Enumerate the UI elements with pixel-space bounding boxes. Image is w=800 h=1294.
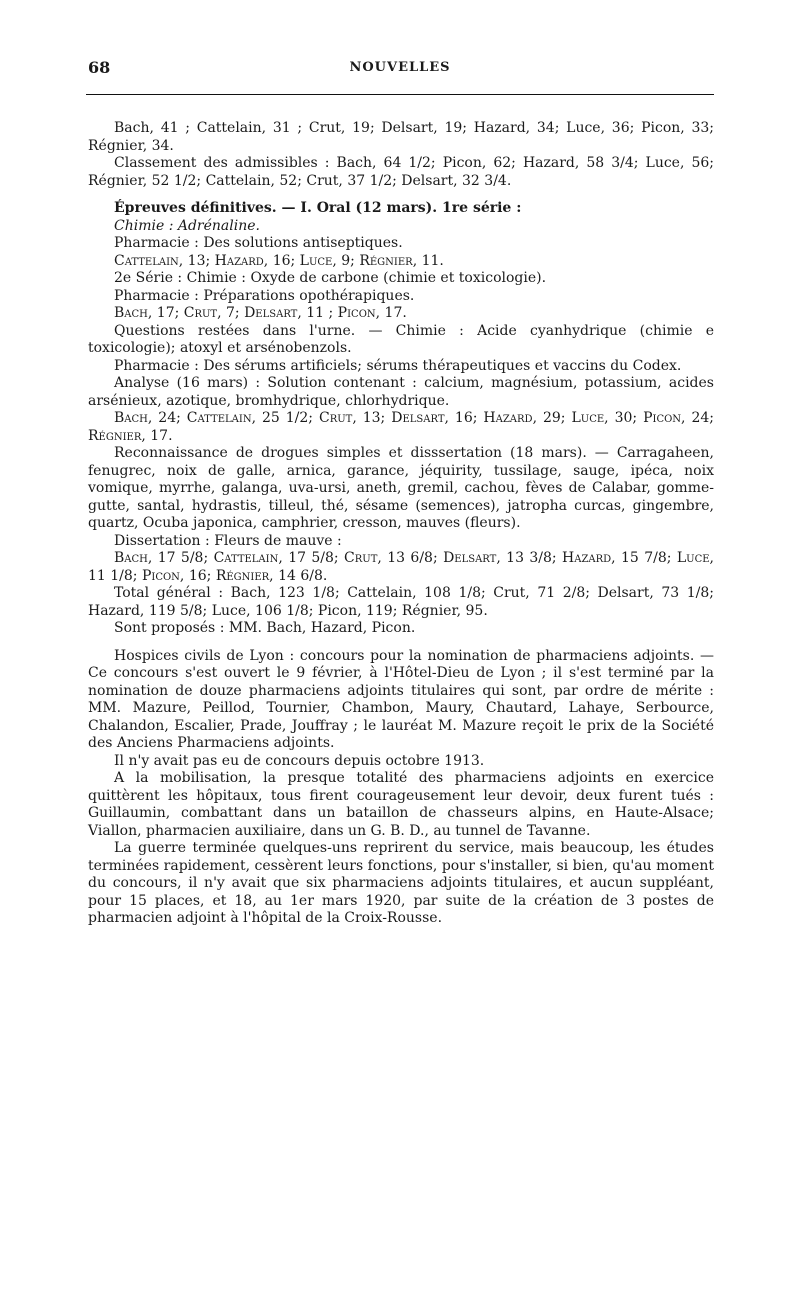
- paragraph-13: Bach, 24; Cattelain, 25 1/2; Crut, 13; Delsart, 16; Hazard, 29; Luce, 30; Picon, 24; Régnier, 17.: [88, 410, 714, 444]
- paragraph-14: Reconnaissance de drogues simples et disssertation (18 mars). — Carragaheen, fenugrec, noix de galle, arnica, garance, jéquirity, tussilage, sauge, ipéca, noix vomique, myrrhe, galanga, uva-ursi, aneth, gremil, cachou, fèves de Calabar, gomme-gutte, santal, hydrastis, tilleul, thé, sésame (semences), jatropha curcas, gingembre, quartz, Ocuba japonica, camphrier, cresson, mauves (fleurs).: [88, 445, 714, 531]
- paragraph-18: Sont proposés : MM. Bach, Hazard, Picon.: [114, 620, 416, 636]
- paragraph-15: Dissertation : Fleurs de mauve :: [114, 532, 342, 549]
- running-title: NOUVELLES: [349, 60, 451, 75]
- paragraph-12: Analyse (16 mars) : Solution contenant : calcium, magnésium, potassium, acides arsénieux, azotique, bromhydrique, chlorhydrique.: [88, 375, 714, 409]
- paragraph-2: Classement des admissibles : Bach, 64 1/2; Picon, 62; Hazard, 58 3/4; Luce, 56; Régnier, 52 1/2; Cattelain, 52; Crut, 37 1/2; Delsart, 32 3/4.: [88, 155, 714, 189]
- page-header: [88, 58, 712, 78]
- paragraph-19: Hospices civils de Lyon : concours pour la nomination de pharmaciens adjoints. — Ce concours s'est ouvert le 9 février, à l'Hôtel-Dieu de Lyon ; il s'est terminé par la nomination de douze pharmaciens adjoints titulaires qui sont, par ordre de mérite : MM. Mazure, Peillod, Tournier, Chambon, Maury, Chautard, Lahaye, Serbource, Chalandon, Escalier, Prade, Jouffray ; le lauréat M. Mazure reçoit le prix de la Société des Anciens Pharmaciens adjoints.: [88, 647, 714, 751]
- paragraph-6: Cattelain, 13; Hazard, 16; Luce, 9; Régnier, 11.: [114, 252, 444, 269]
- spacer: [88, 190, 714, 200]
- paragraph-9: Bach, 17; Crut, 7; Delsart, 11 ; Picon, 17.: [114, 305, 407, 321]
- paragraph-21: A la mobilisation, la presque totalité des pharmaciens adjoints en exercice quittèrent les hôpitaux, tous firent courageusement leur devoir, deux furent tués : Guillaumin, combattant dans un bataillon de chasseurs alpins, en Haute-Alsace; Viallon, pharmacien auxiliaire, dans un G. B. D., au tunnel de Tavanne.: [88, 770, 714, 839]
- paragraph-8: Pharmacie : Préparations opothérapiques.: [114, 287, 415, 304]
- paragraph-16: Bach, 17 5/8; Cattelain, 17 5/8; Crut, 13 6/8; Delsart, 13 3/8; Hazard, 15 7/8; Luce, 11 1/8; Picon, 16; Régnier, 14 6/8.: [88, 550, 714, 584]
- header-rule: [86, 94, 714, 95]
- page-number: 68: [88, 58, 111, 77]
- paragraph-17: Total général : Bach, 123 1/8; Cattelain, 108 1/8; Crut, 71 2/8; Delsart, 73 1/8; Hazard, 119 5/8; Luce, 106 1/8; Picon, 119; Régnier, 95.: [88, 585, 714, 619]
- paragraph-11: Pharmacie : Des sérums artificiels; sérums thérapeutiques et vaccins du Codex.: [114, 357, 682, 374]
- paragraph-5: Pharmacie : Des solutions antiseptiques.: [114, 235, 403, 251]
- spacer: [88, 638, 714, 648]
- paragraph-7: 2e Série : Chimie : Oxyde de carbone (chimie et toxicologie).: [114, 270, 547, 286]
- paragraph-10: Questions restées dans l'urne. — Chimie : Acide cyanhydrique (chimie e toxicologie); atoxyl et arsénobenzols.: [88, 322, 714, 356]
- paragraph-4: Chimie : Adrénaline.: [114, 217, 260, 234]
- paragraph-3: Épreuves définitives. — I. Oral (12 mars). 1re série :: [114, 200, 522, 216]
- paragraph-22: La guerre terminée quelques-uns reprirent du service, mais beaucoup, les études terminées rapidement, cessèrent leurs fonctions, pour s'installer, si bien, qu'au moment du concours, il n'y avait que six pharmaciens adjoints titulaires, et aucun suppléant, pour 15 places, et 18, au 1er mars 1920, par suite de la création de 3 postes de pharmacien adjoint à l'hôpital de la Croix-Rousse.: [88, 840, 714, 926]
- paragraph-20: Il n'y avait pas eu de concours depuis octobre 1913.: [114, 752, 485, 769]
- page-body: [88, 120, 714, 928]
- paragraph-1: Bach, 41 ; Cattelain, 31 ; Crut, 19; Delsart, 19; Hazard, 34; Luce, 36; Picon, 33; Régnier, 34.: [88, 120, 714, 154]
